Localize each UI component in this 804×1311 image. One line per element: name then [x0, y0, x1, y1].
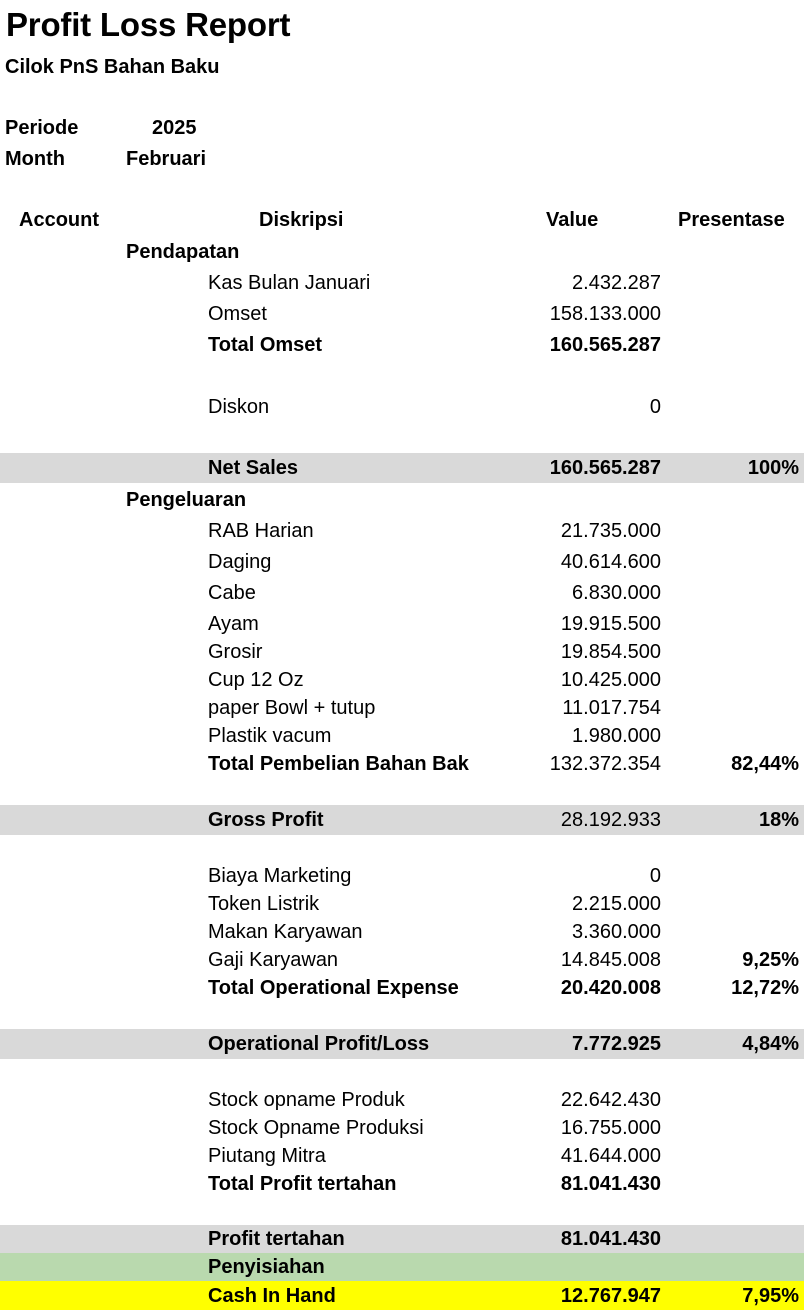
table-row — [0, 1085, 804, 1115]
section-label: Pengeluaran — [126, 489, 247, 511]
row-value: 158.133.000 — [549, 303, 661, 325]
summary-row-penyisiahan — [0, 1253, 804, 1281]
report-subtitle: Cilok PnS Bahan Baku — [5, 56, 220, 78]
table-row — [0, 889, 804, 919]
table-row-total — [0, 749, 804, 779]
table-row — [0, 516, 804, 546]
row-value: 12.767.947 — [560, 1285, 661, 1307]
table-row — [0, 721, 804, 751]
row-percent: 4,84% — [742, 1033, 799, 1055]
section-income — [0, 237, 804, 267]
summary-row-gross-profit — [0, 805, 804, 835]
row-percent: 100% — [747, 457, 799, 479]
row-percent: 9,25% — [742, 949, 799, 971]
table-row — [0, 1141, 804, 1171]
row-label: Token Listrik — [208, 893, 320, 915]
row-value: 14.845.008 — [560, 949, 661, 971]
summary-row-cash-in-hand — [0, 1281, 804, 1310]
table-row-total — [0, 973, 804, 1003]
section-label: Pendapatan — [126, 241, 240, 263]
row-label: Total Pembelian Bahan Bak — [208, 753, 469, 775]
row-label: Plastik vacum — [208, 725, 332, 747]
table-row — [0, 609, 804, 639]
row-value: 11.017.754 — [562, 697, 661, 719]
summary-row-operational-profit — [0, 1029, 804, 1059]
row-label: Cash In Hand — [208, 1285, 336, 1307]
row-label: Profit tertahan — [208, 1228, 345, 1250]
row-label: Total Omset — [208, 334, 323, 356]
column-header-percent: Presentase — [678, 209, 785, 231]
row-label: RAB Harian — [208, 520, 314, 542]
row-label: Stock Opname Produksi — [208, 1117, 424, 1139]
column-header-account: Account — [19, 209, 99, 231]
row-value: 40.614.600 — [560, 551, 661, 573]
row-label: Stock opname Produk — [208, 1089, 405, 1111]
row-label: Kas Bulan Januari — [208, 272, 371, 294]
row-label: Operational Profit/Loss — [208, 1033, 430, 1055]
row-label: Omset — [208, 303, 267, 325]
row-percent: 82,44% — [731, 753, 799, 775]
row-label: Makan Karyawan — [208, 921, 363, 943]
row-label: Net Sales — [208, 457, 299, 479]
table-row — [0, 945, 804, 975]
row-value: 81.041.430 — [560, 1173, 661, 1195]
row-label: Grosir — [208, 641, 263, 663]
section-expenses — [0, 485, 804, 515]
column-header-description: Diskripsi — [259, 209, 344, 231]
periode-value: 2025 — [152, 117, 197, 139]
row-value: 28.192.933 — [560, 809, 661, 831]
row-value: 132.372.354 — [549, 753, 661, 775]
row-percent: 7,95% — [742, 1285, 799, 1307]
row-label: Penyisiahan — [208, 1256, 325, 1278]
month-value: Februari — [126, 148, 207, 170]
row-value: 1.980.000 — [572, 725, 661, 747]
row-percent: 12,72% — [731, 977, 799, 999]
table-row — [0, 637, 804, 667]
row-value: 2.215.000 — [572, 893, 661, 915]
periode-label: Periode — [5, 117, 79, 139]
row-value: 21.735.000 — [560, 520, 661, 542]
row-label: Biaya Marketing — [208, 865, 352, 887]
table-row-total — [0, 330, 804, 360]
summary-row-profit-tertahan — [0, 1225, 804, 1253]
row-label: Piutang Mitra — [208, 1145, 326, 1167]
row-value: 19.915.500 — [560, 613, 661, 635]
table-row — [0, 917, 804, 947]
row-percent: 18% — [758, 809, 799, 831]
row-value: 2.432.287 — [572, 272, 661, 294]
row-label: Total Operational Expense — [208, 977, 459, 999]
row-label: Gross Profit — [208, 809, 324, 831]
table-row — [0, 268, 804, 298]
table-row — [0, 299, 804, 329]
row-label: Total Profit tertahan — [208, 1173, 397, 1195]
row-value: 19.854.500 — [560, 641, 661, 663]
table-row — [0, 578, 804, 608]
table-row — [0, 693, 804, 723]
row-label: Gaji Karyawan — [208, 949, 339, 971]
row-value: 41.644.000 — [560, 1145, 661, 1167]
row-value: 160.565.287 — [549, 334, 661, 356]
report-title: Profit Loss Report — [6, 6, 291, 43]
table-row — [0, 547, 804, 577]
row-label: Daging — [208, 551, 272, 573]
row-label: Cabe — [208, 582, 256, 604]
row-value: 6.830.000 — [572, 582, 661, 604]
row-value: 20.420.008 — [560, 977, 661, 999]
row-label: paper Bowl + tutup — [208, 697, 376, 719]
column-header-value: Value — [546, 209, 599, 231]
row-value: 0 — [649, 396, 661, 418]
row-value: 81.041.430 — [560, 1228, 661, 1250]
row-value: 160.565.287 — [549, 457, 661, 479]
row-value: 16.755.000 — [560, 1117, 661, 1139]
table-row — [0, 861, 804, 891]
month-label: Month — [5, 148, 65, 170]
row-value: 22.642.430 — [560, 1089, 661, 1111]
summary-row-net-sales — [0, 453, 804, 483]
row-label: Ayam — [208, 613, 259, 635]
row-value: 3.360.000 — [572, 921, 661, 943]
table-row — [0, 392, 804, 422]
row-value: 10.425.000 — [560, 669, 661, 691]
row-label: Diskon — [208, 396, 270, 418]
table-row-total — [0, 1169, 804, 1199]
table-row — [0, 665, 804, 695]
row-label: Cup 12 Oz — [208, 669, 304, 691]
row-value: 7.772.925 — [572, 1033, 661, 1055]
table-row — [0, 1113, 804, 1143]
row-value: 0 — [649, 865, 661, 887]
